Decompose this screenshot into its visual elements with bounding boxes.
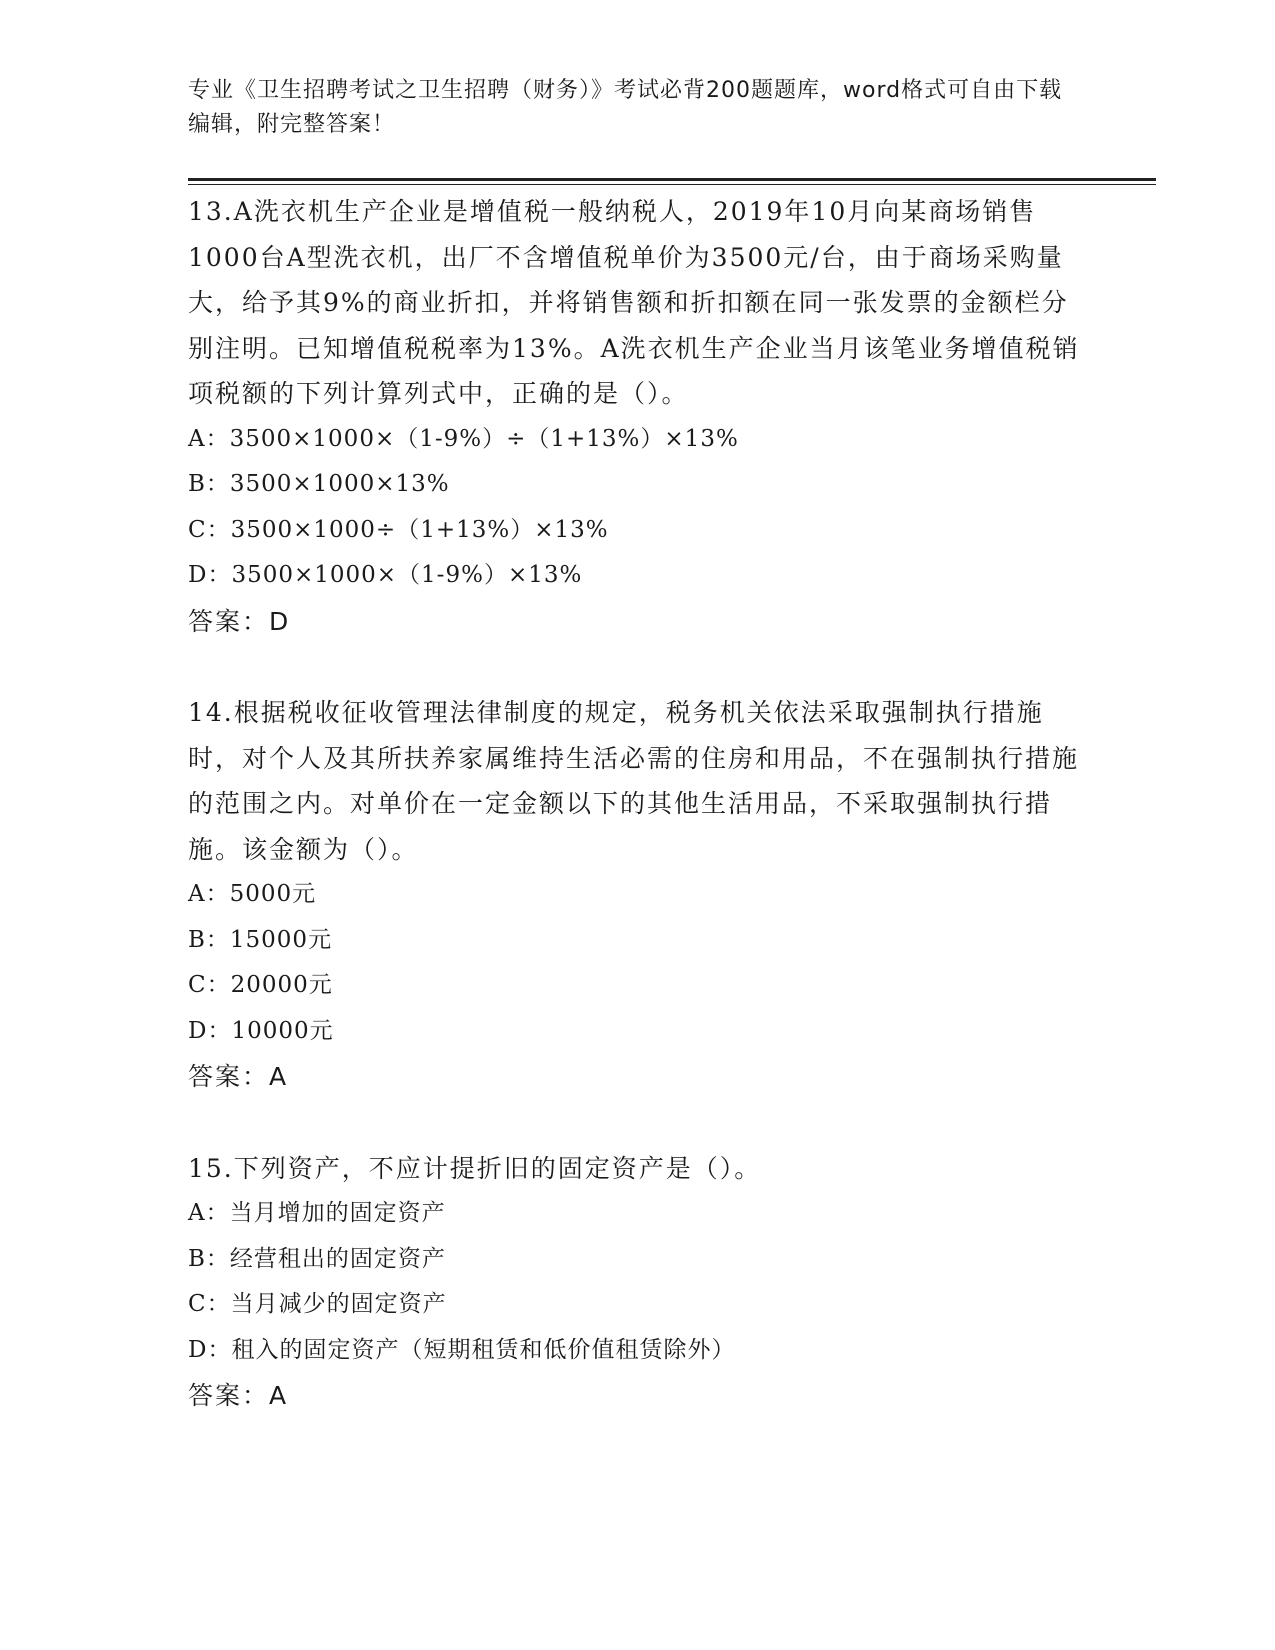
- option-d: D：租入的固定资产（短期租赁和低价值租赁除外）: [188, 1336, 736, 1363]
- question-item: [188, 1146, 1088, 1419]
- option-c: C：3500×1000÷（1+13%）×13%: [188, 516, 609, 543]
- option-b: B：15000元: [188, 926, 333, 953]
- question-text: 14.根据税收征收管理法律制度的规定，税务机关依法采取强制执行措施时，对个人及其所扶养家属维持生活必需的住房和用品，不在强制执行措施的范围之内。对单价在一定金额以下的其他生活用品，不采取强制执行措施。该金额为（）。: [188, 698, 1080, 864]
- answer-label: 答案：D: [188, 606, 291, 636]
- option-d: D：10000元: [188, 1017, 334, 1044]
- option-c: C：20000元: [188, 972, 333, 998]
- header-divider-thick: [188, 178, 1156, 181]
- question-text: 15.下列资产，不应计提折旧的固定资产是（）。: [188, 1153, 762, 1183]
- option-b: B：经营租出的固定资产: [188, 1245, 446, 1272]
- question-list: [188, 189, 1088, 1465]
- option-a: A：3500×1000×（1-9%）÷（1+13%）×13%: [188, 425, 739, 452]
- question-text: 13.A洗衣机生产企业是增值税一般纳税人，2019年10月向某商场销售1000台A型洗衣机，出厂不含增值税单价为3500元/台，由于商场采购量大，给予其9%的商业折扣，并将销售额和折扣额在同一张发票的金额栏分别注明。已知增值税税率为13%。A洗衣机生产企业当月该笔业务增值税销项税额的下列计算列式中，正确的是（）。: [188, 197, 1080, 408]
- header-divider-thin: [188, 184, 1156, 185]
- option-b: B：3500×1000×13%: [188, 471, 450, 497]
- option-c: C：当月减少的固定资产: [188, 1291, 447, 1317]
- question-item: [188, 690, 1088, 1100]
- question-item: [188, 189, 1088, 644]
- answer-label: 答案：A: [188, 1062, 289, 1091]
- answer-label: 答案：A: [188, 1381, 289, 1410]
- option-a: A：当月增加的固定资产: [188, 1200, 446, 1226]
- option-d: D：3500×1000×（1-9%）×13%: [188, 562, 583, 588]
- option-a: A：5000元: [188, 881, 317, 907]
- document-header: 专业《卫生招聘考试之卫生招聘（财务）》考试必背200题题库，word格式可自由下载编辑，附完整答案！: [188, 78, 1063, 137]
